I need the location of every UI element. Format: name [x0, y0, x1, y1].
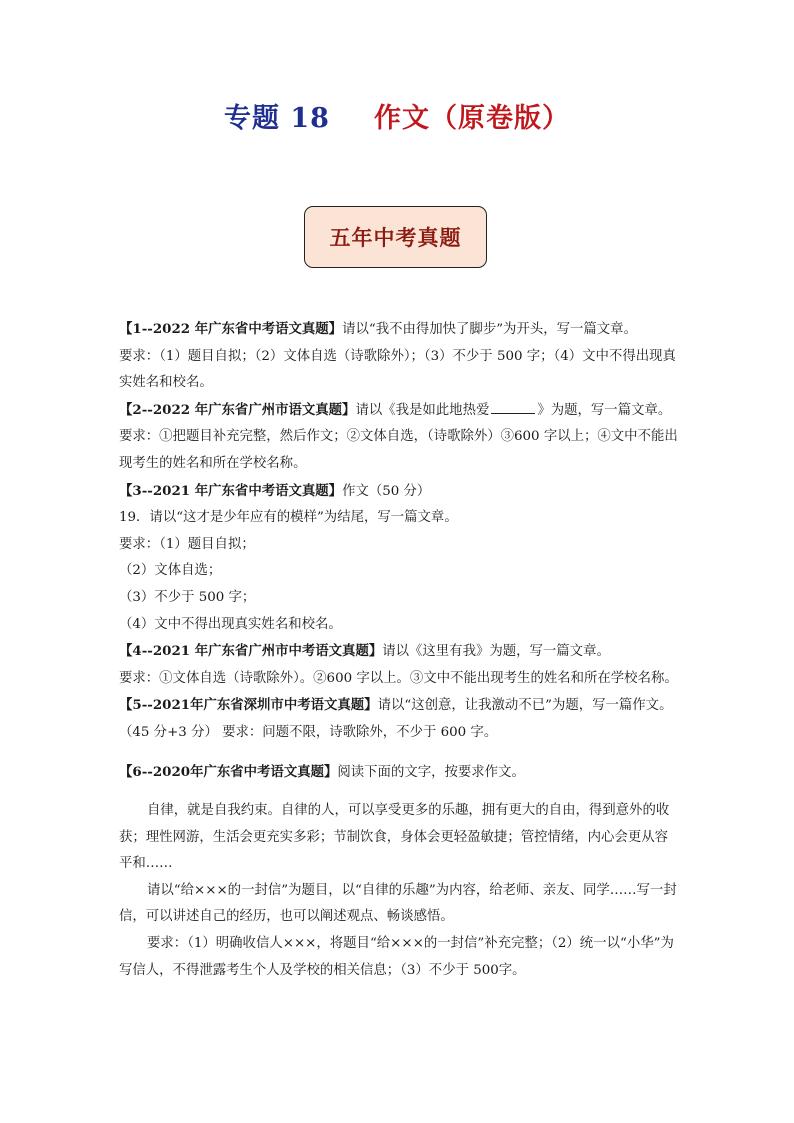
q2-prompt-b: 》为题，写一篇文章。	[537, 402, 672, 418]
q5-heading: 【5--2021年广东省深圳市中考语文真题】	[119, 697, 378, 714]
page-title	[0, 96, 794, 135]
q2-prompt-a: 请以《我是如此地热爱	[355, 402, 490, 418]
q5-requirements: （45 分+3 分） 要求：问题不限，诗歌除外，不少于 600 字。	[119, 724, 498, 740]
title-blank	[491, 398, 535, 414]
q3-req-4: （4）文中不得出现真实姓名和校名。	[119, 616, 342, 632]
topic-number: 专题 18	[224, 103, 330, 134]
q3-req-1: 要求：（1）题目自拟；	[119, 536, 255, 552]
q3-heading: 【3--2021 年广东省中考语文真题】	[119, 482, 343, 499]
spacer	[119, 747, 679, 759]
q6-prompt-text: 阅读下面的文字，按要求作文。	[337, 764, 525, 780]
q3-prompt	[119, 478, 679, 506]
q4-heading: 【4--2021 年广东省广州市中考语文真题】	[119, 643, 383, 660]
q6-prompt	[119, 759, 679, 787]
q1-heading: 【1--2022 年广东省中考语文真题】	[119, 321, 343, 337]
section-banner: 五年中考真题	[304, 206, 487, 268]
q3-req-2: （2）文体自选；	[119, 563, 222, 579]
q5-prompt	[119, 692, 679, 720]
q4-requirements: 要求：①文体自选（诗歌除外）。②600 字以上。③文中不能出现考生的姓名和所在学校名称。	[119, 670, 678, 686]
q1-prompt-text: 请以“我不由得加快了脚步”为开头，写一篇文章。	[342, 322, 637, 337]
spacer	[119, 786, 679, 798]
q5-prompt-text: 请以“这创意，让我激动不已”为题，写一篇作文。	[377, 698, 673, 714]
q6-material: 自律，就是自我约束。自律的人，可以享受更多的乐趣，拥有更大的自由，得到意外的收获；理性网游，生活会更充实多彩；节制饮食，身体会更轻盈敏捷；管控情绪，内心会更从容平和……	[119, 803, 670, 872]
q3-item: 19．请以“这才是少年应有的模样”为结尾，写一篇文章。	[119, 510, 458, 526]
q6-task: 请以“给×××的一封信”为题目，以“自律的乐趣”为内容，给老师、亲友、同学……写一封信，可以讲述自己的经历，也可以阐述观点、畅谈感悟。	[119, 882, 677, 925]
q2-heading: 【2--2022 年广东省广州市语文真题】	[119, 401, 356, 418]
q2-prompt	[119, 397, 679, 425]
q6-heading: 【6--2020年广东省中考语文真题】	[119, 763, 338, 780]
q4-prompt-text: 请以《这里有我》为题，写一篇文章。	[382, 644, 610, 660]
topic-name: 作文（原卷版）	[373, 103, 570, 134]
question-list	[119, 316, 679, 984]
q3-req-3: （3）不少于 500 字；	[119, 589, 256, 605]
q4-prompt	[119, 638, 679, 666]
q1-requirements: 要求：（1）题目自拟；（2）文体自选（诗歌除外）；（3）不少于 500 字；（4）文中不得出现真实姓名和校名。	[119, 348, 676, 391]
q3-prompt-text: 作文（50 分）	[342, 483, 431, 499]
q6-requirements: 要求：（1）明确收信人×××，将题目“给×××的一封信”补充完整；（2）统一以“小华”为写信人，不得泄露考生个人及学校的相关信息；（3）不少于 500字。	[119, 936, 674, 978]
q2-requirements: 要求：①把题目补充完整，然后作文；②文体自选，（诗歌除外）③600 字以上；④文中不能出现考生的姓名和所在学校名称。	[119, 429, 678, 471]
q1-prompt	[119, 316, 679, 344]
